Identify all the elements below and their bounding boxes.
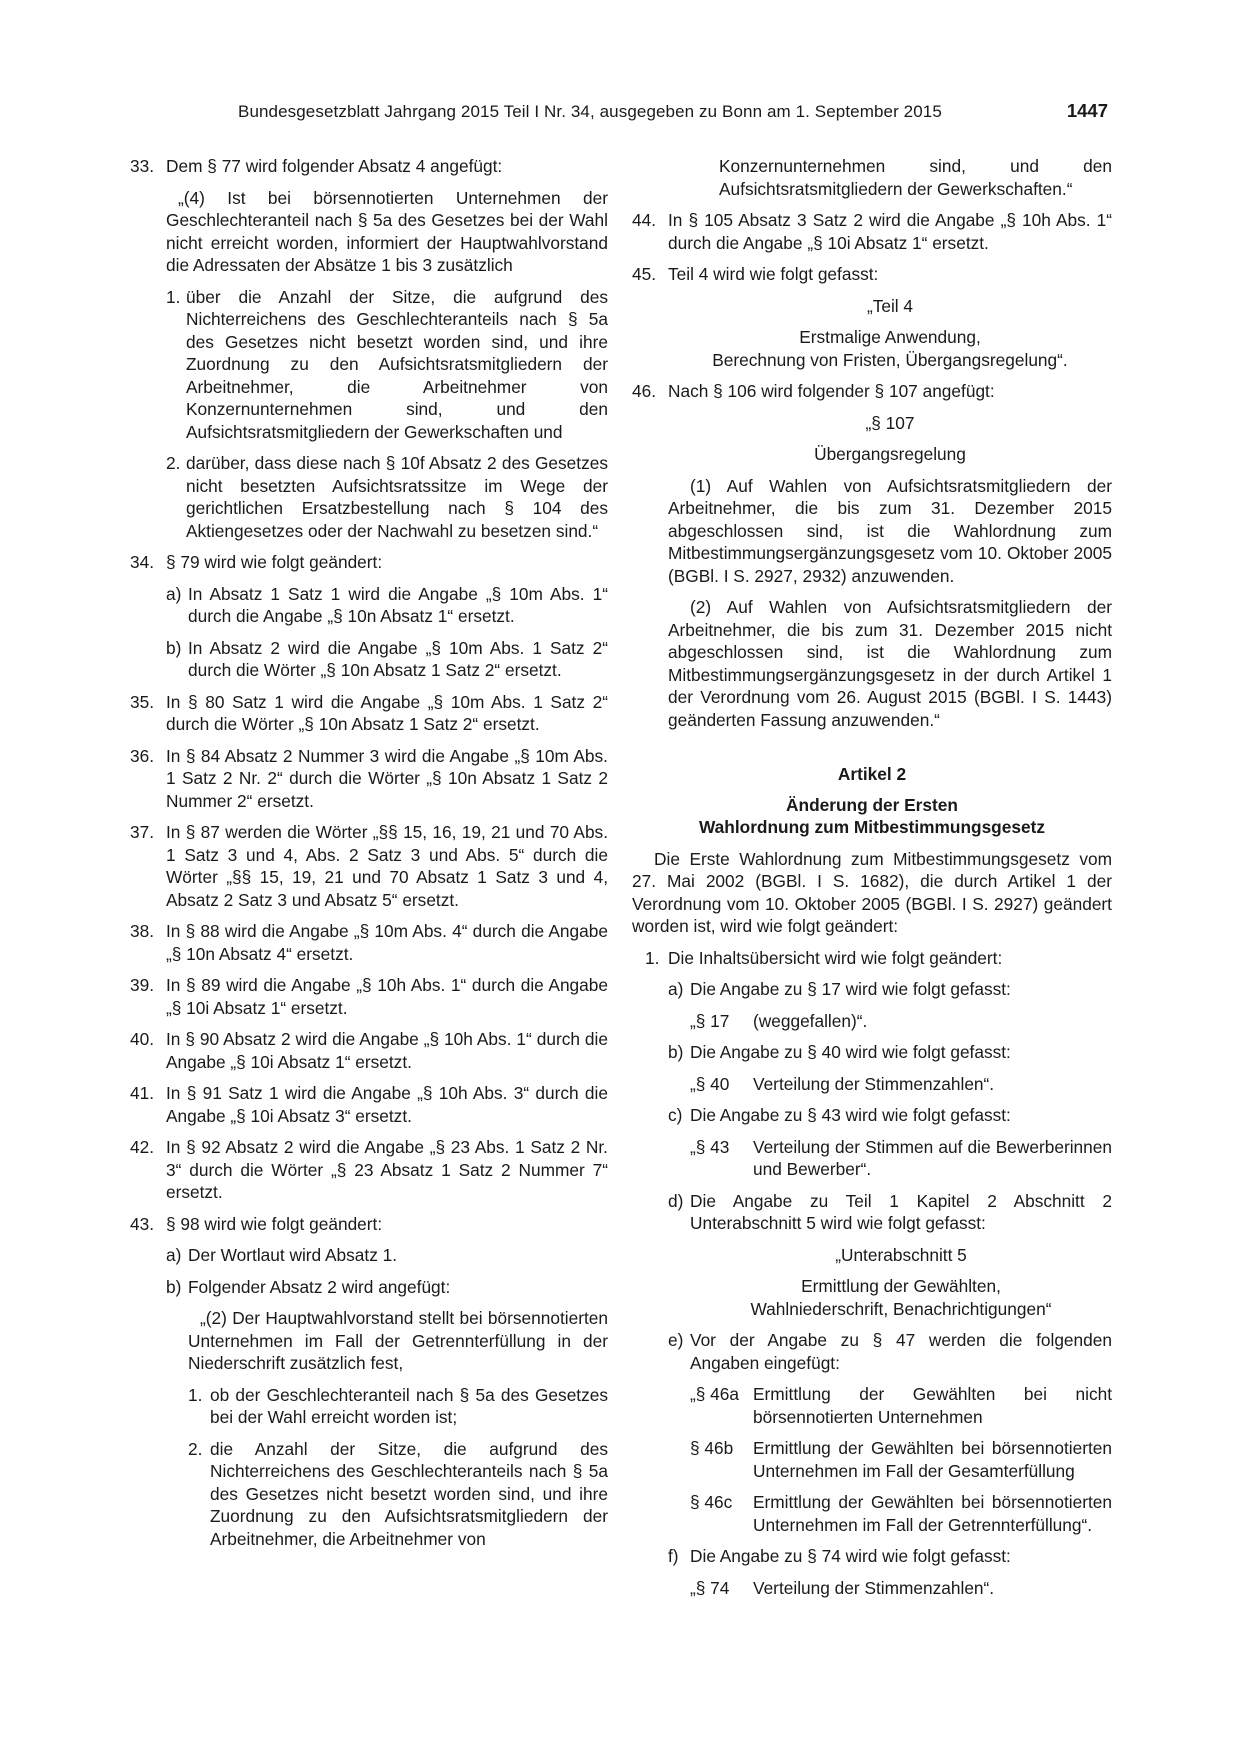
item-text: In § 88 wird die Angabe „§ 10m Abs. 4“ durch die Angabe „§ 10n Absatz 4“ ersetzt. (166, 921, 608, 964)
toc-entry-text: Ermittlung der Gewählten bei nicht börsennotierten Unternehmen (753, 1384, 1112, 1427)
item-lead: § 79 wird wie folgt geändert: (166, 552, 383, 572)
point-text: über die Anzahl der Sitze, die aufgrund des Nichterreichens des Geschlechteranteils nach § 5a des Gesetzes nicht besetzt worden sind, und ihre Zuordnung zu den Aufsichtsratsmitgliedern der Arbeitnehmer, die Arbeitnehmer von Konzernunternehmen sind, und den Aufsichtsratsmitgliedern der Gewerkschaften und (186, 286, 608, 442)
item-text: In § 105 Absatz 3 Satz 2 wird die Angabe „§ 10h Abs. 1“ durch die Angabe „§ 10i Absatz 1“ ersetzt. (668, 210, 1112, 253)
item-text: In § 90 Absatz 2 wird die Angabe „§ 10h Abs. 1“ durch die Angabe „§ 10i Absatz 1“ ersetzt. (166, 1029, 608, 1072)
item-number: 40. (130, 1029, 155, 1049)
item-text: In § 84 Absatz 2 Nummer 3 wird die Angabe „§ 10m Abs. 1 Satz 2 Nr. 2“ durch die Wörter „§ 10n Absatz 1 Satz 2 Nummer 2“ ersetzt. (166, 745, 608, 811)
toc-entry (690, 1010, 1112, 1033)
quoted-heading-line: Übergangsregelung (814, 444, 966, 464)
sub-item-c (668, 1104, 1112, 1181)
toc-entry (690, 1577, 1112, 1600)
sub-item-text: Die Angabe zu § 40 wird wie folgt gefasst: (690, 1042, 1011, 1062)
toc-entry (690, 1491, 1112, 1536)
list-item-46 (632, 380, 1112, 731)
sub-item-b (166, 637, 608, 682)
item-number: 45. (632, 264, 657, 284)
point-text: die Anzahl der Sitze, die aufgrund des Nichterreichens des Geschlechteranteils nach § 5a des Gesetzes nicht besetzt worden sind, und ihre Zuordnung zu den Aufsichtsratsmitgliedern der Arbeitnehmer, die Arbeitnehmer von (210, 1438, 608, 1549)
left-column (130, 155, 608, 1550)
toc-entry-text: Verteilung der Stimmen auf die Bewerberinnen und Bewerber“. (753, 1136, 1112, 1179)
sub-item-a (668, 978, 1112, 1032)
item-text: In § 89 wird die Angabe „§ 10h Abs. 1“ durch die Angabe „§ 10i Absatz 1“ ersetzt. (166, 975, 608, 1018)
quoted-point-1 (188, 1384, 608, 1429)
quoted-paragraph: „(2) Der Hauptwahlvorstand stellt bei börsennotierten Unternehmen im Fall der Getrennterfüllung in der Niederschrift zusätzlich fest, (188, 1308, 608, 1373)
quoted-heading-line: Berechnung von Fristen, Übergangsregelung“. (712, 349, 1068, 370)
item-number: 37. (130, 822, 155, 842)
sub-item-letter: a) (668, 979, 684, 999)
quoted-paragraph: (1) Auf Wahlen von Aufsichtsratsmitgliedern der Arbeitnehmer, die bis zum 31. Dezember 2015 abgeschlossen sind, ist die Wahlordnung zum Mitbestimmungsergänzungsgesetz vom 10. Oktober 2005 (BGBl. I S. 2927, 2932) anzuwenden. (668, 475, 1112, 586)
list-item-33 (130, 155, 608, 542)
sub-item-f (668, 1545, 1112, 1599)
toc-entry-key: „§ 74 (690, 1577, 730, 1598)
sub-item-text: Der Wortlaut wird Absatz 1. (188, 1245, 398, 1265)
item-number: 43. (130, 1213, 155, 1234)
list-item-45 (632, 263, 1112, 371)
right-column (632, 155, 1112, 1599)
quoted-point-2 (188, 1438, 608, 1551)
article-subtitle: Änderung der Ersten (786, 794, 958, 815)
list-item-40 (130, 1028, 608, 1073)
point-number: 1. (166, 286, 181, 307)
sub-item-letter: b) (668, 1042, 684, 1062)
sub-item-b (166, 1276, 608, 1551)
item-text: In § 91 Satz 1 wird die Angabe „§ 10h Abs. 3“ durch die Angabe „§ 10i Absatz 3“ ersetzt. (166, 1083, 608, 1126)
item-text: In § 92 Absatz 2 wird die Angabe „§ 23 Abs. 1 Satz 2 Nr. 3“ durch die Wörter „§ 23 Absatz 1 Satz 2 Nummer 7“ ersetzt. (166, 1137, 608, 1202)
list-item-35 (130, 691, 608, 736)
item-number: 46. (632, 381, 657, 401)
article-2 (632, 763, 1112, 1599)
list-item-37 (130, 821, 608, 911)
toc-entry-text: Ermittlung der Gewählten bei börsennotierten Unternehmen im Fall der Getrennterfüllung“. (753, 1492, 1112, 1535)
quoted-heading-line: Wahlniederschrift, Benachrichtigungen“ (750, 1298, 1052, 1319)
sub-item-text: Die Angabe zu § 17 wird wie folgt gefasst: (690, 979, 1011, 999)
list-item-41 (130, 1082, 608, 1127)
toc-entry-key: „§ 17 (690, 1010, 730, 1031)
sub-item-letter: a) (166, 583, 182, 604)
sub-item-text: In Absatz 1 Satz 1 wird die Angabe „§ 10m Abs. 1“ durch die Angabe „§ 10n Absatz 1“ ersetzt. (188, 583, 608, 626)
sub-item-b (668, 1041, 1112, 1095)
sub-item-letter: e) (668, 1330, 684, 1350)
list-item-34 (130, 551, 608, 682)
toc-entry-text: Verteilung der Stimmenzahlen“. (753, 1073, 995, 1094)
toc-entry (690, 1437, 1112, 1482)
list-item-42 (130, 1136, 608, 1204)
list-item-44 (632, 209, 1112, 254)
point-text: darüber, dass diese nach § 10f Absatz 2 des Gesetzes nicht besetzten Aufsichtsratssitze im Wege der gerichtlichen Ersatzbestellung nach § 104 des Aktiengesetzes oder der Nachwahl zu besetzen sind.“ (186, 453, 608, 541)
quoted-heading-line: Erstmalige Anwendung, (799, 327, 981, 347)
sub-item-text: Die Angabe zu § 43 wird wie folgt gefasst: (690, 1105, 1011, 1125)
item-number: 34. (130, 552, 155, 572)
toc-entry-text: Ermittlung der Gewählten bei börsennotierten Unternehmen im Fall der Gesamterfüllung (753, 1438, 1112, 1481)
toc-entry-key: „§ 46a (690, 1384, 740, 1404)
sub-item-a (166, 583, 608, 628)
sub-item-text: In Absatz 2 wird die Angabe „§ 10m Abs. 1 Satz 2“ durch die Wörter „§ 10n Absatz 1 Satz 2“ ersetzt. (188, 637, 608, 680)
sub-item-letter: b) (166, 637, 182, 658)
list-item-1 (632, 947, 1112, 1600)
item-number: 1. (645, 947, 660, 968)
item-number: 42. (130, 1137, 155, 1157)
toc-entry-text: (weggefallen)“. (753, 1010, 868, 1031)
quoted-heading-line: Ermittlung der Gewählten, (801, 1276, 1001, 1296)
sub-item-text: Folgender Absatz 2 wird angefügt: (188, 1276, 451, 1297)
toc-entry-key: § 46c (690, 1492, 733, 1512)
sub-item-text: Vor der Angabe zu § 47 werden die folgenden Angaben eingefügt: (690, 1330, 1112, 1373)
sub-item-text: Die Angabe zu Teil 1 Kapitel 2 Abschnitt 2 Unterabschnitt 5 wird wie folgt gefasst: (690, 1190, 1112, 1233)
article-title: Artikel 2 (837, 764, 907, 784)
sub-item-letter: d) (668, 1190, 684, 1211)
list-item-43 (130, 1213, 608, 1551)
point-text: ob der Geschlechteranteil nach § 5a des Gesetzes bei der Wahl erreicht worden ist; (210, 1384, 608, 1427)
quoted-heading: „§ 107 (865, 412, 915, 433)
item-lead: § 98 wird wie folgt geändert: (166, 1213, 383, 1234)
quoted-point-2 (166, 452, 608, 542)
sub-item-e (668, 1329, 1112, 1536)
page-header (238, 100, 1108, 130)
toc-entry (690, 1073, 1112, 1096)
running-header: Bundesgesetzblatt Jahrgang 2015 Teil I Nr. 34, ausgegeben zu Bonn am 1. September 2015 (238, 102, 942, 121)
item-number: 38. (130, 921, 155, 941)
page-number: 1447 (1066, 100, 1108, 121)
item-number: 44. (632, 210, 657, 230)
item-lead: Die Inhaltsübersicht wird wie folgt geändert: (668, 947, 1003, 968)
toc-entry-key: § 46b (690, 1438, 734, 1458)
sub-item-letter: c) (668, 1105, 683, 1125)
item-number: 39. (130, 975, 155, 995)
sub-item-letter: a) (166, 1245, 182, 1265)
item-lead: Teil 4 wird wie folgt gefasst: (668, 264, 879, 284)
toc-entry (690, 1383, 1112, 1428)
article-subtitle: Wahlordnung zum Mitbestimmungsgesetz (699, 817, 1045, 837)
sub-item-text: Die Angabe zu § 74 wird wie folgt gefasst: (690, 1546, 1011, 1566)
item-number: 41. (130, 1083, 155, 1103)
quoted-heading: „Teil 4 (866, 295, 914, 316)
quoted-heading: „Unterabschnitt 5 (835, 1244, 967, 1265)
sub-item-d (668, 1190, 1112, 1321)
item-number: 35. (130, 691, 155, 712)
sub-item-a (166, 1244, 608, 1267)
list-item-39 (130, 974, 608, 1019)
quoted-paragraph: (2) Auf Wahlen von Aufsichtsratsmitgliedern der Arbeitnehmer, die bis zum 31. Dezember 2015 nicht abgeschlossen sind, ist die Wahlordnung zum Mitbestimmungsergänzungsgesetz in der durch Artikel 1 der Verordnung vom 26. August 2015 (BGBl. I S. 1443) geänderten Fassung anzuwenden.“ (668, 597, 1112, 730)
list-item-38 (130, 920, 608, 965)
item-lead: Nach § 106 wird folgender § 107 angefügt: (668, 381, 995, 401)
continued-text (632, 155, 1112, 200)
toc-entry (690, 1136, 1112, 1181)
toc-entry-text: Verteilung der Stimmenzahlen“. (753, 1577, 995, 1598)
toc-entry-key: „§ 43 (690, 1136, 730, 1157)
item-text: In § 87 werden die Wörter „§§ 15, 16, 19, 21 und 70 Abs. 1 Satz 3 und 4, Abs. 2 Satz 3 und Abs. 5“ durch die Wörter „§§ 15, 19, 21 und 70 Absatz 1 Satz 3 und 4, Absatz 2 Satz 3 und Absatz 5“ ersetzt. (166, 822, 608, 910)
point-number: 2. (166, 453, 181, 473)
point-number: 2. (188, 1438, 203, 1459)
article-intro: Die Erste Wahlordnung zum Mitbestimmungsgesetz vom 27. Mai 2002 (BGBl. I S. 1682), die durch Artikel 1 der Verordnung vom 10. Oktober 2005 (BGBl. I S. 2927) geändert worden ist, wird wie folgt geändert: (632, 848, 1112, 936)
quoted-point-1 (166, 286, 608, 444)
point-number: 1. (188, 1384, 203, 1405)
toc-entry-key: „§ 40 (690, 1073, 730, 1094)
item-number: 36. (130, 745, 155, 766)
item-lead: Dem § 77 wird folgender Absatz 4 angefügt: (166, 156, 503, 176)
item-number: 33. (130, 156, 155, 176)
quoted-paragraph: „(4) Ist bei börsennotierten Unternehmen der Geschlechteranteil nach § 5a des Gesetzes bei der Wahl nicht erreicht worden, informiert der Hauptwahlvorstand die Adressaten der Absätze 1 bis 3 zusätzlich (166, 187, 608, 275)
list-item-36 (130, 745, 608, 813)
continuation-paragraph: Konzernunternehmen sind, und den Aufsichtsratsmitgliedern der Gewerkschaften.“ (719, 156, 1112, 199)
sub-item-letter: f) (668, 1546, 679, 1566)
item-text: In § 80 Satz 1 wird die Angabe „§ 10m Abs. 1 Satz 2“ durch die Wörter „§ 10n Absatz 1 Satz 2“ ersetzt. (166, 691, 608, 734)
sub-item-letter: b) (166, 1276, 182, 1297)
